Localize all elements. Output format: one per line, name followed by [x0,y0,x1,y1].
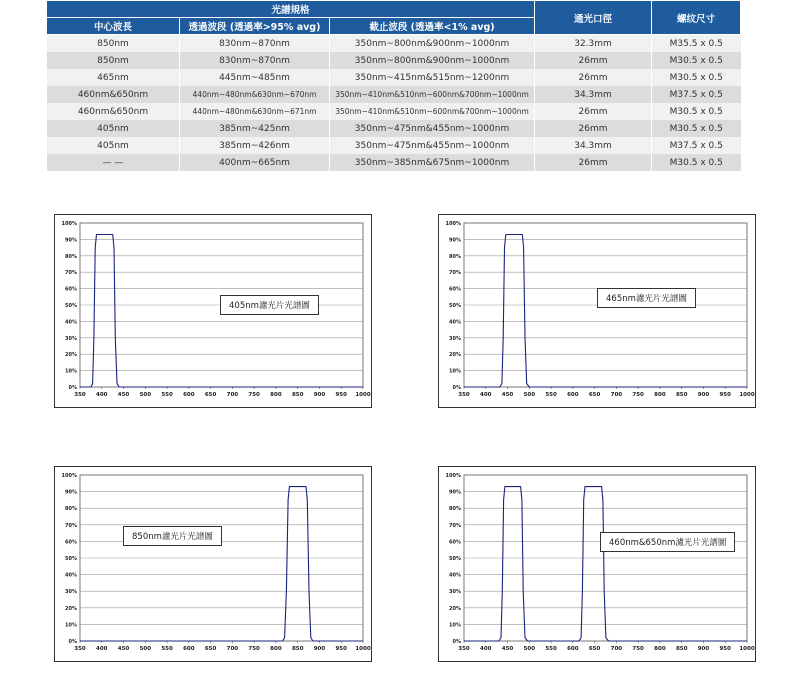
y-tick-label: 60% [65,286,77,293]
y-tick-label: 60% [449,286,461,293]
x-tick-label: 750 [248,646,260,652]
x-tick-label: 500 [139,646,152,652]
y-tick-label: 0% [452,639,461,645]
chart-850nm [54,466,372,662]
y-tick-label: 0% [68,639,77,645]
y-tick-label: 50% [65,556,77,562]
x-tick-label: 850 [675,392,688,398]
table-cell: 26mm [535,69,652,86]
x-tick-label: 550 [545,646,557,652]
x-tick-label: 600 [183,392,195,398]
x-tick-label: 850 [675,646,688,652]
x-tick-label: 800 [270,392,282,398]
y-tick-label: 90% [65,489,77,496]
table-cell: 350nm~475nm&455nm~1000nm [330,137,535,154]
table-cell: 850nm [47,35,180,53]
table-cell: 26mm [535,154,652,171]
y-tick-label: 80% [65,253,77,260]
table-cell: 350nm~385nm&675nm~1000nm [330,154,535,171]
table-cell: 465nm [47,69,180,86]
x-tick-label: 350 [458,646,470,652]
table-cell: 26mm [535,103,652,120]
chart-460-650nm [438,466,756,662]
chart-460-650nm-legend: 460nm&650nm濾光片光譜圖 [600,532,735,552]
x-tick-label: 800 [654,646,666,652]
y-tick-label: 0% [452,385,461,391]
x-tick-label: 900 [313,646,326,652]
x-tick-label: 550 [161,646,173,652]
x-tick-label: 450 [501,392,514,398]
spec-table [46,0,741,171]
y-tick-label: 100% [445,221,461,227]
y-tick-label: 90% [449,237,461,244]
table-cell: 445nm~485nm [180,69,330,86]
table-cell: 460nm&650nm [47,86,180,103]
x-tick-label: 350 [74,392,86,398]
table-cell: M30.5 x 0.5 [652,52,741,69]
y-tick-label: 30% [65,589,77,596]
x-tick-label: 650 [588,646,601,652]
x-tick-label: 650 [204,646,217,652]
table-cell: 350nm~410nm&510nm~600nm&700nm~1000nm [330,86,535,103]
y-tick-label: 50% [449,303,461,309]
x-tick-label: 550 [161,392,173,398]
table-cell: M30.5 x 0.5 [652,69,741,86]
x-tick-label: 900 [697,646,710,652]
x-tick-label: 900 [697,392,710,398]
x-tick-label: 900 [313,392,326,398]
x-tick-label: 950 [335,646,347,652]
x-tick-label: 850 [291,392,304,398]
table-cell: M30.5 x 0.5 [652,120,741,137]
x-tick-label: 500 [139,392,152,398]
table-cell: M37.5 x 0.5 [652,86,741,103]
y-tick-label: 20% [65,352,77,359]
table-cell: 350nm~800nm&900nm~1000nm [330,35,535,53]
x-tick-label: 750 [248,392,260,398]
y-tick-label: 10% [65,622,77,629]
y-tick-label: 40% [65,319,77,326]
table-cell: 385nm~426nm [180,137,330,154]
y-tick-label: 60% [449,539,461,546]
y-tick-label: 30% [449,335,461,342]
x-tick-label: 400 [480,646,492,652]
table-cell: 850nm [47,52,180,69]
chart-850nm-svg [55,467,371,661]
y-tick-label: 0% [68,385,77,391]
table-row [47,103,741,120]
x-tick-label: 700 [226,392,239,398]
table-cell: 34.3mm [535,137,652,154]
y-tick-label: 20% [449,352,461,359]
x-tick-label: 350 [458,392,470,398]
y-tick-label: 40% [449,572,461,579]
y-tick-label: 70% [65,522,77,529]
table-row [47,137,741,154]
y-tick-label: 20% [449,605,461,612]
x-tick-label: 350 [74,646,86,652]
table-cell: 385nm~425nm [180,120,330,137]
table-row [47,86,741,103]
x-tick-label: 750 [632,646,644,652]
table-cell: 26mm [535,52,652,69]
y-tick-label: 100% [61,221,77,227]
table-row [47,52,741,69]
x-tick-label: 700 [226,646,239,652]
table-cell: 830nm~870nm [180,52,330,69]
table-cell: 34.3mm [535,86,652,103]
table-cell: 440nm~480nm&630nm~671nm [180,103,330,120]
x-tick-label: 1000 [355,392,371,398]
x-tick-label: 400 [96,392,108,398]
table-cell: M30.5 x 0.5 [652,103,741,120]
x-tick-label: 1000 [739,646,755,652]
x-tick-label: 800 [270,646,282,652]
x-tick-label: 450 [501,646,514,652]
table-cell: 460nm&650nm [47,103,180,120]
y-tick-label: 70% [65,270,77,277]
table-cell: 440nm~480nm&630nm~670nm [180,86,330,103]
chart-850nm-legend: 850nm濾光片光譜圖 [123,526,222,546]
x-tick-label: 950 [719,646,731,652]
y-tick-label: 90% [65,237,77,244]
header-passband: 透過波段 (透過率>95% avg) [180,18,330,35]
x-tick-label: 600 [183,646,195,652]
y-tick-label: 90% [449,489,461,496]
header-aperture: 通光口徑 [535,1,652,35]
x-tick-label: 800 [654,392,666,398]
x-tick-label: 400 [96,646,108,652]
x-tick-label: 950 [335,392,347,398]
y-tick-label: 10% [449,368,461,375]
y-tick-label: 100% [61,473,77,479]
chart-405nm-legend: 405nm濾光片光譜圖 [220,295,319,315]
x-tick-label: 550 [545,392,557,398]
table-cell: 350nm~800nm&900nm~1000nm [330,52,535,69]
x-tick-label: 450 [117,646,130,652]
table-cell: 26mm [535,120,652,137]
header-thread: 螺纹尺寸 [652,1,741,35]
y-tick-label: 30% [65,335,77,342]
table-cell: — — [47,154,180,171]
x-tick-label: 950 [719,392,731,398]
x-tick-label: 600 [567,646,579,652]
table-cell: 400nm~665nm [180,154,330,171]
x-tick-label: 1000 [355,646,371,652]
table-row [47,35,741,53]
y-tick-label: 20% [65,605,77,612]
y-tick-label: 80% [65,506,77,513]
y-tick-label: 60% [65,539,77,546]
y-tick-label: 50% [65,303,77,309]
table-cell: 350nm~415nm&515nm~1200nm [330,69,535,86]
table-cell: 405nm [47,137,180,154]
y-tick-label: 80% [449,506,461,513]
x-tick-label: 750 [632,392,644,398]
chart-460-650nm-svg [439,467,755,661]
x-tick-label: 500 [523,646,536,652]
y-tick-label: 70% [449,270,461,277]
y-tick-label: 80% [449,253,461,260]
table-cell: M37.5 x 0.5 [652,137,741,154]
x-tick-label: 1000 [739,392,755,398]
header-center-wavelength: 中心波長 [47,18,180,35]
y-tick-label: 100% [445,473,461,479]
y-tick-label: 10% [449,622,461,629]
table-cell: 350nm~475nm&455nm~1000nm [330,120,535,137]
y-tick-label: 70% [449,522,461,529]
table-cell: 350nm~410nm&510nm~600nm&700nm~1000nm [330,103,535,120]
header-blocking: 截止波段 (透過率<1% avg) [330,18,535,35]
y-tick-label: 30% [449,589,461,596]
table-cell: M35.5 x 0.5 [652,35,741,53]
chart-405nm [54,214,372,408]
x-tick-label: 700 [610,646,623,652]
chart-465nm-legend: 465nm濾光片光譜圖 [597,288,696,308]
table-row [47,154,741,171]
y-tick-label: 50% [449,556,461,562]
y-tick-label: 40% [449,319,461,326]
x-tick-label: 650 [588,392,601,398]
chart-405nm-svg [55,215,371,407]
x-tick-label: 450 [117,392,130,398]
x-tick-label: 650 [204,392,217,398]
table-cell: 830nm~870nm [180,35,330,53]
table-row [47,69,741,86]
table-cell: 32.3mm [535,35,652,53]
y-tick-label: 40% [65,572,77,579]
table-cell: M30.5 x 0.5 [652,154,741,171]
y-tick-label: 10% [65,368,77,375]
x-tick-label: 400 [480,392,492,398]
x-tick-label: 700 [610,392,623,398]
x-tick-label: 500 [523,392,536,398]
x-tick-label: 850 [291,646,304,652]
x-tick-label: 600 [567,392,579,398]
table-row [47,120,741,137]
chart-465nm-svg [439,215,755,407]
group-header: 光譜規格 [47,1,535,18]
table-cell: 405nm [47,120,180,137]
chart-465nm [438,214,756,408]
